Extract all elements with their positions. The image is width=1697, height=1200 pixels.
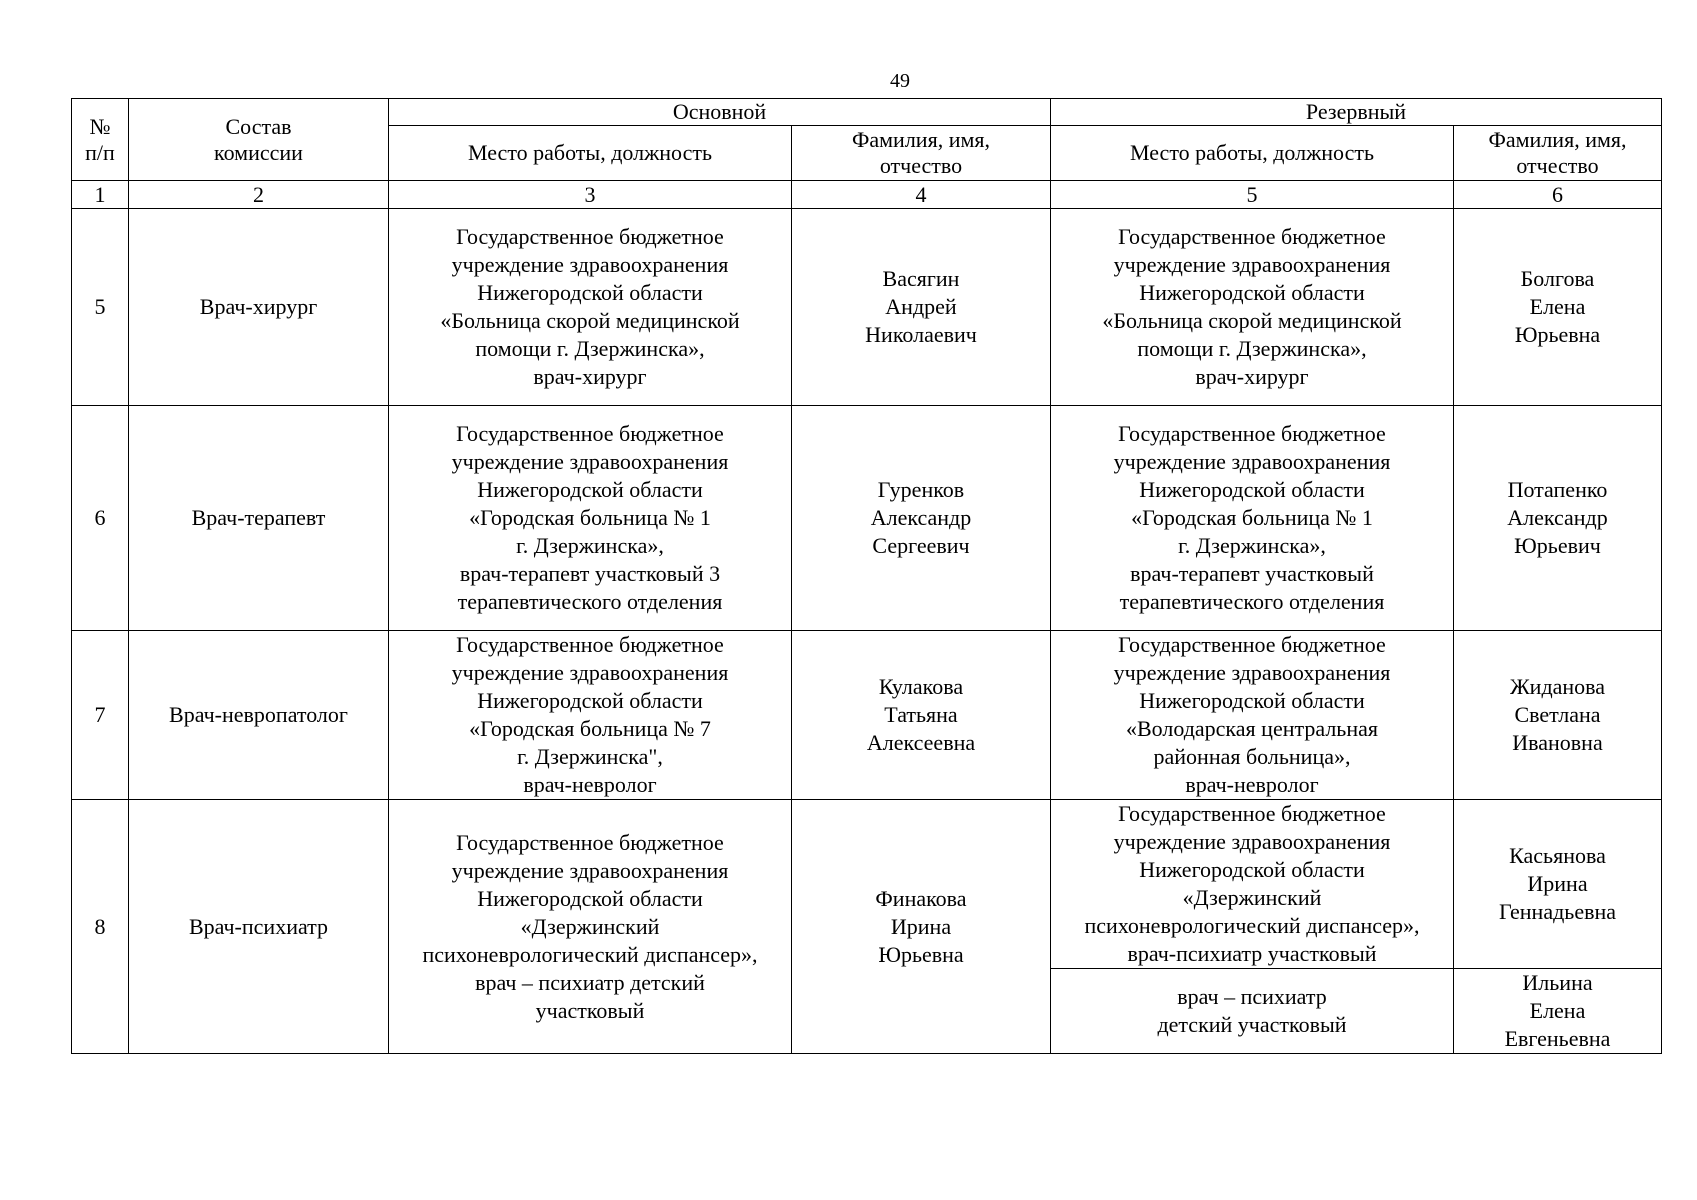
- page-number: 49: [890, 70, 910, 92]
- header-main: Основной: [389, 99, 1051, 126]
- commission-table: [71, 98, 1662, 1054]
- row-main-workplace: Государственное бюджетное учреждение здравоохранения Нижегородской области «Городская больница № 7 г. Дзержинска", врач-невролог: [389, 631, 792, 800]
- column-number-row: [72, 181, 1662, 209]
- row-reserve-fio: Болгова Елена Юрьевна: [1454, 209, 1662, 406]
- table-row: [72, 800, 1662, 969]
- row-reserve-workplace-2: врач – психиатр детский участковый: [1051, 969, 1454, 1054]
- col-number: 3: [389, 181, 792, 209]
- row-main-workplace: Государственное бюджетное учреждение здравоохранения Нижегородской области «Больница скорой медицинской помощи г. Дзержинска», врач-хирург: [389, 209, 792, 406]
- row-num: 6: [72, 406, 129, 631]
- header-reserve-workplace: Место работы, должность: [1051, 126, 1454, 181]
- row-role: Врач-терапевт: [129, 406, 389, 631]
- table-row: [72, 406, 1662, 631]
- header-main-fio: Фамилия, имя, отчество: [792, 126, 1051, 181]
- row-reserve-workplace: Государственное бюджетное учреждение здравоохранения Нижегородской области «Больница скорой медицинской помощи г. Дзержинска», врач-хирург: [1051, 209, 1454, 406]
- row-reserve-fio: Потапенко Александр Юрьевич: [1454, 406, 1662, 631]
- col-number: 6: [1454, 181, 1662, 209]
- col-number: 2: [129, 181, 389, 209]
- header-row-1: [72, 99, 1662, 126]
- row-reserve-fio: Касьянова Ирина Геннадьевна: [1454, 800, 1662, 969]
- header-main-workplace: Место работы, должность: [389, 126, 792, 181]
- row-main-workplace: Государственное бюджетное учреждение здравоохранения Нижегородской области «Городская больница № 1 г. Дзержинска», врач-терапевт участковый 3 терапевтического отделения: [389, 406, 792, 631]
- table-row: [72, 631, 1662, 800]
- row-reserve-workplace: Государственное бюджетное учреждение здравоохранения Нижегородской области «Володарская центральная районная больница», врач-невролог: [1051, 631, 1454, 800]
- row-reserve-workplace: Государственное бюджетное учреждение здравоохранения Нижегородской области «Городская больница № 1 г. Дзержинска», врач-терапевт участковый терапевтического отделения: [1051, 406, 1454, 631]
- row-num: 8: [72, 800, 129, 1054]
- col-number: 1: [72, 181, 129, 209]
- header-num: № п/п: [72, 99, 129, 181]
- header-reserve: Резервный: [1051, 99, 1662, 126]
- table-row: [72, 209, 1662, 406]
- row-main-fio: Кулакова Татьяна Алексеевна: [792, 631, 1051, 800]
- row-role: Врач-невропатолог: [129, 631, 389, 800]
- row-main-workplace: Государственное бюджетное учреждение здравоохранения Нижегородской области «Дзержинский психоневрологический диспансер», врач – психиатр детский участковый: [389, 800, 792, 1054]
- row-main-fio: Васягин Андрей Николаевич: [792, 209, 1051, 406]
- row-reserve-workplace: Государственное бюджетное учреждение здравоохранения Нижегородской области «Дзержинский психоневрологический диспансер», врач-психиатр участковый: [1051, 800, 1454, 969]
- col-number: 4: [792, 181, 1051, 209]
- row-num: 7: [72, 631, 129, 800]
- col-number: 5: [1051, 181, 1454, 209]
- row-main-fio: Гуренков Александр Сергеевич: [792, 406, 1051, 631]
- row-role: Врач-хирург: [129, 209, 389, 406]
- header-composition: Состав комиссии: [129, 99, 389, 181]
- row-role: Врач-психиатр: [129, 800, 389, 1054]
- row-reserve-fio: Жиданова Светлана Ивановна: [1454, 631, 1662, 800]
- row-num: 5: [72, 209, 129, 406]
- row-main-fio: Финакова Ирина Юрьевна: [792, 800, 1051, 1054]
- header-reserve-fio: Фамилия, имя, отчество: [1454, 126, 1662, 181]
- row-reserve-fio-2: Ильина Елена Евгеньевна: [1454, 969, 1662, 1054]
